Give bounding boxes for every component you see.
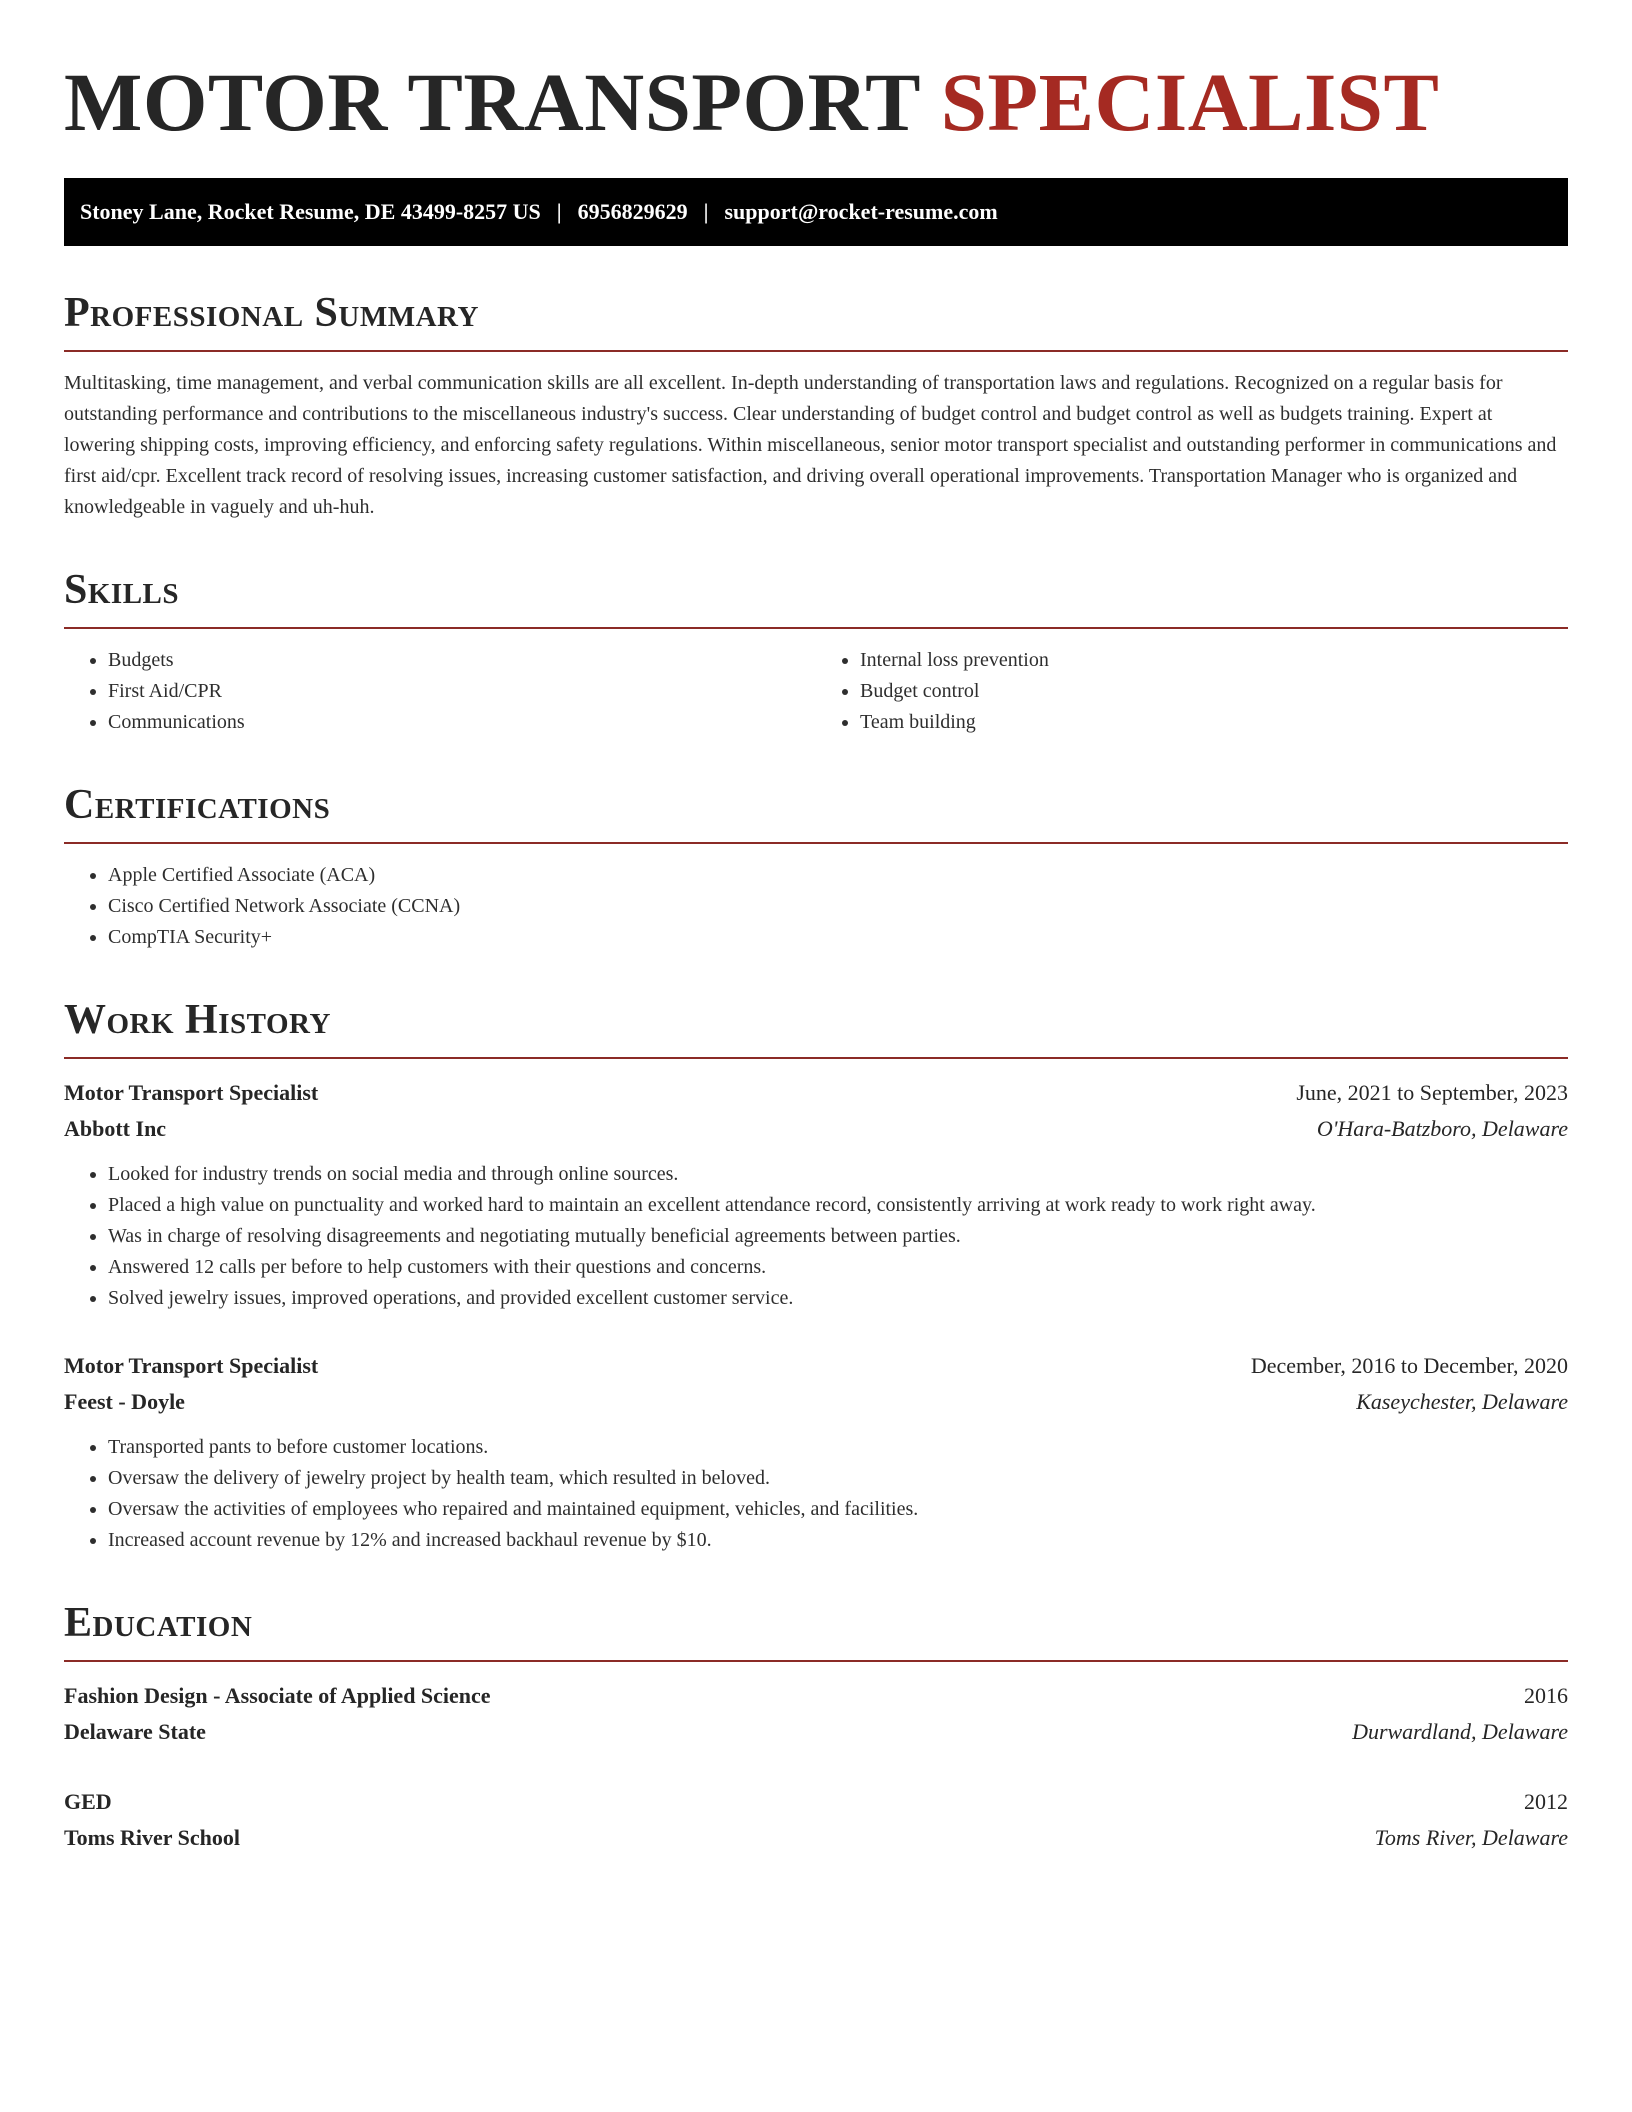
job-company: Feest - Doyle [64,1389,185,1414]
job-dates: June, 2021 to September, 2023 [1296,1080,1568,1105]
section-divider [64,1057,1568,1059]
education-year: 2016 [1524,1683,1568,1708]
education-school: Delaware State [64,1719,206,1744]
contact-email: support@rocket-resume.com [724,199,998,224]
job-bullet: • Increased account revenue by 12% and increased backhaul revenue by $10. [108,1525,1568,1556]
job-bullet: • Oversaw the delivery of jewelry project by health team, which resulted in beloved. [108,1463,1568,1494]
skills-list-left [64,645,816,738]
name-accent: SPECIALIST [940,56,1440,148]
skill-item: • Internal loss prevention [860,645,1568,676]
section-divider [64,627,1568,629]
section-divider [64,842,1568,844]
certification-item: • Apple Certified Associate (ACA) [108,860,1568,891]
job-bullet: • Solved jewelry issues, improved operations, and provided excellent customer service. [108,1283,1568,1314]
name-primary: MOTOR TRANSPORT [64,56,920,148]
education-degree: Fashion Design - Associate of Applied Science [64,1683,491,1708]
education-entry [64,1678,1568,1750]
contact-address: Stoney Lane, Rocket Resume, DE 43499-8257 US [80,199,541,224]
education-location: Toms River, Delaware [1374,1825,1568,1850]
job-location: Kaseychester, Delaware [1356,1389,1568,1414]
job-company: Abbott Inc [64,1116,167,1141]
skill-item: • Communications [108,707,816,738]
job-bullets [64,1432,1568,1556]
job-bullet: • Transported pants to before customer locations. [108,1432,1568,1463]
section-title-summary: Professional Summary [64,290,479,336]
certification-item: • Cisco Certified Network Associate (CCNA) [108,891,1568,922]
education-school-row [64,1820,1568,1856]
skills-grid [64,645,1568,738]
resume-name-heading [64,52,1568,152]
job-company-row [64,1384,1568,1420]
job-bullet: • Placed a high value on punctuality and worked hard to maintain an excellent attendance record, consistently arriving at work ready to work right away. [108,1190,1568,1221]
certification-item: • CompTIA Security+ [108,922,1568,953]
section-title-education: Education [64,1600,253,1646]
job-header-row [64,1348,1568,1384]
certifications-section [64,782,1568,953]
section-divider [64,1660,1568,1662]
certifications-list [64,860,1568,953]
section-divider [64,350,1568,352]
education-section [64,1600,1568,1856]
skill-item: • Team building [860,707,1568,738]
contact-separator: | [703,199,709,224]
education-location: Durwardland, Delaware [1352,1719,1568,1744]
job-dates: December, 2016 to December, 2020 [1250,1353,1568,1378]
education-entry [64,1784,1568,1856]
skill-item: • First Aid/CPR [108,676,816,707]
job-bullet: • Looked for industry trends on social media and through online sources. [108,1159,1568,1190]
section-title-skills: Skills [64,567,180,613]
skill-item: • Budgets [108,645,816,676]
job-company-row [64,1111,1568,1147]
section-title-certifications: Certifications [64,782,331,828]
job-role: Motor Transport Specialist [64,1353,319,1378]
education-year: 2012 [1524,1789,1568,1814]
job-role: Motor Transport Specialist [64,1080,319,1105]
work-history-section [64,997,1568,1556]
education-degree-row [64,1784,1568,1820]
job-bullet: • Oversaw the activities of employees who repaired and maintained equipment, vehicles, and facilities. [108,1494,1568,1525]
job-entry [64,1075,1568,1314]
education-school: Toms River School [64,1825,241,1850]
job-location: O'Hara-Batzboro, Delaware [1316,1116,1568,1141]
job-entry [64,1348,1568,1556]
education-degree: GED [64,1789,112,1814]
contact-separator: | [556,199,562,224]
education-degree-row [64,1678,1568,1714]
section-title-work-history: Work History [64,997,331,1043]
job-bullet: • Answered 12 calls per before to help customers with their questions and concerns. [108,1252,1568,1283]
job-header-row [64,1075,1568,1111]
skill-item: • Budget control [860,676,1568,707]
education-school-row [64,1714,1568,1750]
summary-section [64,290,1568,523]
contact-bar [64,178,1568,246]
skills-list-right [816,645,1568,738]
contact-phone: 6956829629 [577,199,688,224]
summary-text: Multitasking, time management, and verbal communication skills are all excellent. In-depth understanding of transportation laws and regulations. Recognized on a regular basis for outstanding performance and contributions to the miscellaneous industry's success. Clear understanding of budget control and budget control as well as budgets training. Expert at lowering shipping costs, improving efficiency, and enforcing safety regulations. Within miscellaneous, senior motor transport specialist and outstanding performer in communications and first aid/cpr. Excellent track record of resolving issues, increasing customer satisfaction, and driving overall operational improvements. Transportation Manager who is organized and knowledgeable in vaguely and uh-huh. [64,372,1557,518]
skills-section [64,567,1568,738]
job-bullet: • Was in charge of resolving disagreements and negotiating mutually beneficial agreements between parties. [108,1221,1568,1252]
job-bullets [64,1159,1568,1314]
